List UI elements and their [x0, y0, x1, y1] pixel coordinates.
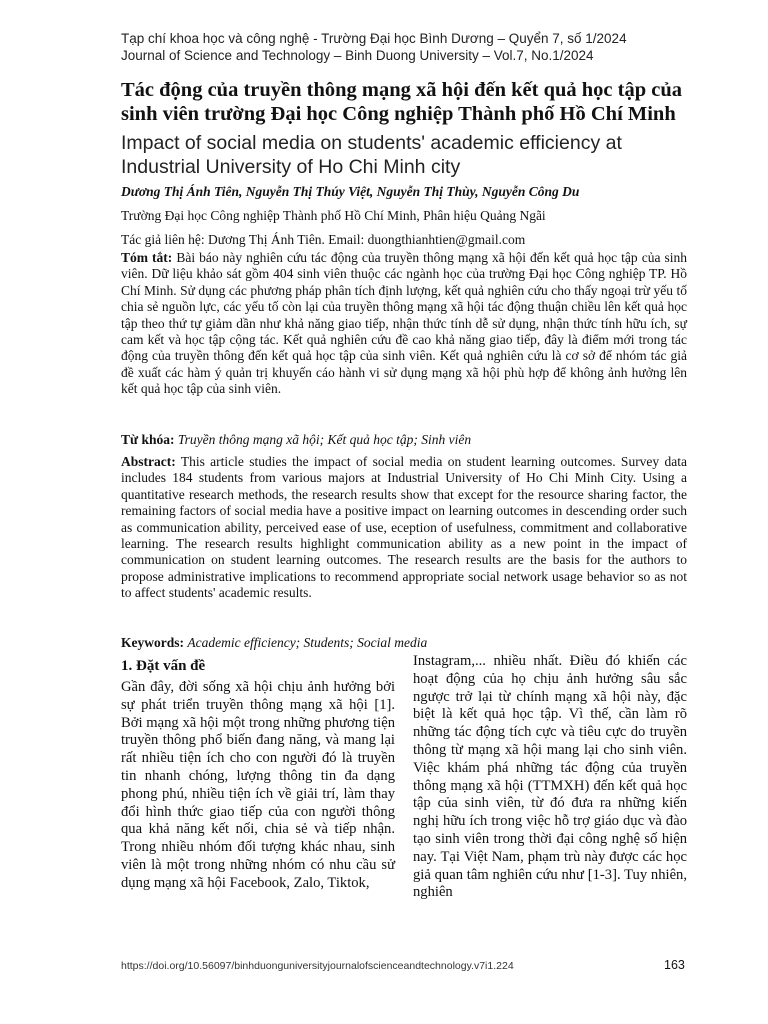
abstract-en-label: Abstract: — [121, 454, 176, 469]
body-column-left — [121, 655, 395, 893]
section-heading: 1. Đặt vấn đề — [121, 658, 206, 674]
journal-header — [121, 30, 691, 64]
keywords-vi-text: Truyền thông mạng xã hội; Kết quả học tập; Sinh viên — [177, 432, 472, 447]
page-number: 163 — [664, 958, 685, 972]
body-paragraph-right: Instagram,... nhiều nhất. Điều đó khiến các hoạt động của họ chịu ảnh hưởng sâu sắc ngược trở lại từ chính mạng xã hội này, đặc biệt là kết quả học tập. Vì thế, cần làm rõ những tác động tích cực và tiêu cực do truyền thông từ mạng xã hội mang lại cho sinh viên. Việc khám phá những tác động của truyền thông mạng xã hội (TTMXH) đến kết quả học tập của sinh viên, từ đó đưa ra những kiến nghị hữu ích trong việc hỗ trợ giáo dục và đào tạo sinh viên trong thời đại công nghệ số hiện nay. Tại Việt Nam, phạm trù này được các học giả quan tâm nghiên cứu như [1-3]. Tuy nhiên, nghiên — [413, 653, 687, 901]
author-list: Dương Thị Ánh Tiên, Nguyễn Thị Thúy Việt, Nguyễn Thị Thùy, Nguyễn Công Du — [121, 184, 580, 199]
body-paragraph-left: Gần đây, đời sống xã hội chịu ảnh hưởng bởi sự phát triển truyền thông mạng xã hội [1]. Bởi mạng xã hội một trong những phương tiện truyền thông phổ biến đang năng, và mang lại rất nhiều tiện ích cho con người đó là truyền tin nhanh chóng, lượng thông tin đa dạng phong phú, nhiều tiện ích về giải trí, làm thay đổi hình thức giao tiếp của con người thông qua khả năng kết nối, chia sẻ và tiếp nhận. Trong nhiều nhóm đối tượng khác nhau, sinh viên là một trong những nhóm có nhu cầu sử dụng mạng xã hội Facebook, Zalo, Tiktok, — [121, 679, 395, 891]
corresponding-author: Tác giả liên hệ: Dương Thị Ánh Tiên. Email: duongthianhtien@gmail.com — [121, 232, 526, 247]
abstract-en-text: This article studies the impact of social media on student learning outcomes. Survey data includes 184 students from various majors at Industrial University of Ho Chi Minh City. Using a quantitative research methods, the research results show that except for the resource sharing factor, the remaining factors of social media have a positive impact on learning outcomes in descending order such as communication ability, perceived ease of use, eception of usefulness, commitment and collaborative learning. The research results highlight communication ability as a new point in the impact of communication on student learning outcomes. The research results are the basis for the authors to propose administrative implications to recommend appropriate social network usage behavior so as not to affect students' academic results. — [121, 454, 688, 601]
keywords-vi-label: Từ khóa: — [121, 432, 175, 447]
journal-header-en: Journal of Science and Technology – Binh Duong University – Vol.7, No.1/2024 — [121, 48, 594, 63]
keywords-en — [121, 635, 687, 651]
abstract-vi-text: Bài báo này nghiên cứu tác động của truyền thông mạng xã hội đến kết quả học tập của sinh viên. Dữ liệu khảo sát gồm 404 sinh viên thuộc các ngành học của trường Đại học Công nghiệp TP. Hồ Chí Minh. Sử dụng các phương pháp phân tích định lượng, kết quả nghiên cứu cho thấy ngoại trừ yếu tố chia sẻ nguồn lực, các yếu tố còn lại của truyền thông mạng xã hội tác động thuận chiều lên kết quả học tập theo thứ tự giảm dần như khả năng giao tiếp, nhận thức tính dễ sử dụng, nhận thức tính hữu ích, sự cam kết và học tập cộng tác. Kết quả nghiên cứu đề cao khả năng giao tiếp, đây là điểm mới trong tác động của truyền thông đến kết quả học tập của sinh viên. Kết quả nghiên cứu là cơ sở để nhóm tác giả đề xuất các hàm ý quản trị khuyến cáo hành vi sử dụng mạng xã hội phù hợp để không ảnh hưởng lên kết quả học tập của sinh viên. — [121, 250, 687, 397]
article-title-vi: Tác động của truyền thông mạng xã hội đến kết quả học tập của sinh viên trường Đại học Công nghiệp Thành phố Hồ Chí Minh — [121, 79, 682, 125]
abstract-en — [121, 454, 687, 602]
journal-header-vi: Tạp chí khoa học và công nghệ - Trường Đại học Bình Dương – Quyển 7, số 1/2024 — [121, 31, 627, 46]
abstract-vi — [121, 250, 687, 398]
article-title-en: Impact of social media on students' academic efficiency at Industrial University of Ho Chi Minh city — [121, 132, 622, 178]
keywords-vi — [121, 432, 687, 448]
keywords-en-label: Keywords: — [121, 635, 184, 650]
keywords-en-text: Academic efficiency; Students; Social media — [187, 635, 428, 650]
doi-link[interactable]: https://doi.org/10.56097/binhduonguniversityjournalofscienceandtechnology.v7i1.224 — [121, 960, 514, 972]
affiliation: Trường Đại học Công nghiệp Thành phố Hồ Chí Minh, Phân hiệu Quảng Ngãi — [121, 208, 546, 223]
body-column-right — [413, 653, 687, 902]
abstract-vi-label: Tóm tắt: — [121, 250, 173, 265]
